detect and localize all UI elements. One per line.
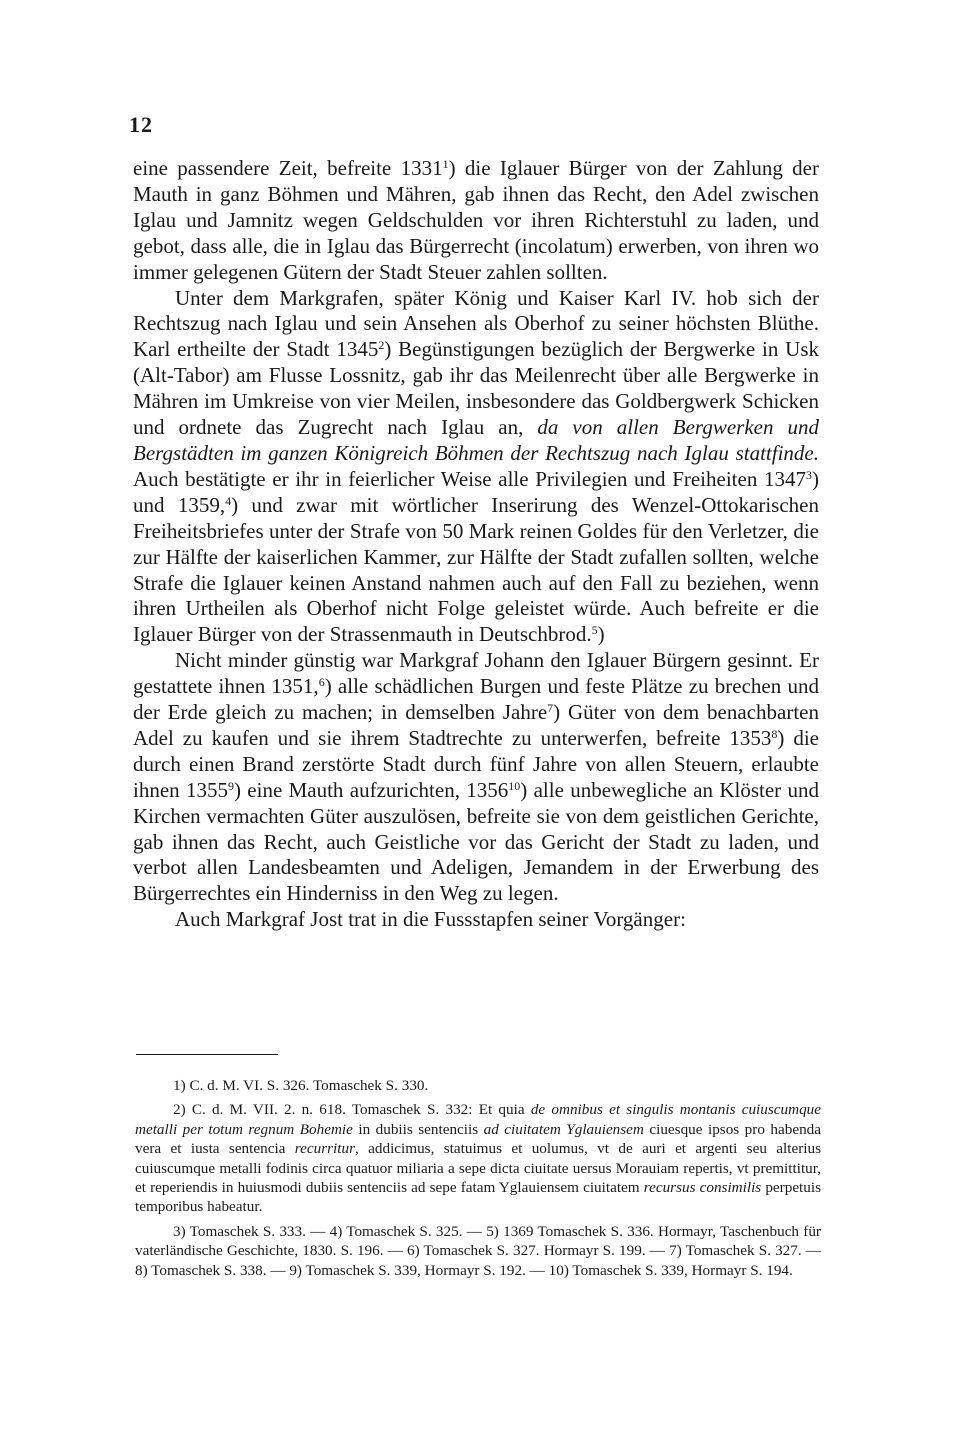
footnote-marker: 4 [225, 493, 232, 508]
page-number: 12 [129, 112, 153, 137]
paragraph [133, 907, 819, 933]
footnote-marker: 1 [442, 157, 449, 171]
italic-text: de omnibus et singulis montanis cuiuscumque metalli per totum regnum Bohemie [135, 1101, 822, 1138]
paragraph [133, 286, 819, 649]
main-text [133, 156, 819, 933]
footnote-separator [136, 1054, 278, 1055]
text-run: in dubiis sentenciis [352, 1120, 484, 1138]
text-run: Auch bestätigte er ihr in feierlicher Weise alle Privilegien und Freiheiten 1347 [133, 466, 806, 491]
footnote-marker: 8 [771, 726, 778, 741]
text-run: , addicimus, statuimus et uolumus, vt de auri et argenti seu alterius cuiuscumque metalli fodinis circa quatuor miliaria a sepe dicta ciuitate uersus Morauiam repertis, vt premittitur, et reperiendis in huiusmodi dubiis sentenciis ad sepe fatam Yglauiensem ciuitatem [135, 1140, 821, 1197]
footnote-marker: 7 [547, 701, 554, 716]
footnote-marker: 10 [508, 778, 521, 793]
text-run: ) Begünstigungen bezüglich der Bergwerke in Usk (Alt-Tabor) am Flusse Lossnitz, gab ihr das Meilenrecht über alle Bergwerke in Mähren im Umkreise von vier Meilen, insbesondere das Goldbergwerk Schicken und ordnete das Zugrecht nach Iglau an, [133, 337, 820, 440]
text-run: ) die durch einen Brand zerstörte Stadt durch fünf Jahre von allen Steuern, erlaubte ihnen 1355 [133, 725, 819, 802]
footnote-marker: 6 [318, 675, 325, 690]
text-run: 1) C. d. M. VI. S. 326. Tomaschek S. 330. [173, 1077, 429, 1094]
italic-text: recurritur [294, 1140, 355, 1158]
text-run: ) [597, 622, 605, 647]
footnote [135, 1100, 821, 1216]
text-run: perpetuis temporibus habeatur. [135, 1179, 821, 1216]
paragraph [133, 156, 819, 286]
footnotes [135, 1076, 821, 1285]
italic-text: recursus consimilis [643, 1179, 762, 1197]
text-run: ) Güter von dem benachbarten Adel zu kaufen und sie ihrem Stadtrechte zu unterwerfen, befreite 1353 [133, 700, 819, 750]
text-run: ) die Iglauer Bürger von der Zahlung der Mauth in ganz Böhmen und Mähren, gab ihnen das Recht, den Adel zwischen Iglau und Jamnitz wegen Geldschulden vor ihren Richterstuhl zu laden, und gebot, dass alle, die in Iglau das Bürgerrecht (incolatum) erwerben, von ihren wo immer gelegenen Gütern der Stadt Steuer zahlen sollten. [133, 156, 819, 284]
text-run: eine passendere Zeit, befreite 1331 [133, 156, 443, 180]
footnote-marker: 9 [227, 778, 234, 793]
text-run: ) alle schädlichen Burgen und feste Plätze zu brechen und der Erde gleich zu machen; in demselben Jahre [133, 674, 819, 725]
footnote [135, 1222, 821, 1280]
footnote-marker: 5 [591, 623, 598, 638]
footnote [135, 1076, 821, 1095]
footnote-marker: 2 [378, 338, 385, 353]
text-run: 3) Tomaschek S. 333. — 4) Tomaschek S. 325. — 5) 1369 Tomaschek S. 336. Hormayr, Taschenbuch für vaterländische Geschichte, 1830. S. 196. — 6) Tomaschek S. 327. Hormayr S. 199. — 7) Tomaschek S. 327. — 8) Tomaschek S. 338. — 9) Tomaschek S. 339, Hormayr S. 192. — 10) Tomaschek S. 339, Hormayr S. 194. [135, 1222, 821, 1279]
text-run: ciuesque ipsos pro habenda vera et iusta sentencia [135, 1120, 821, 1158]
text-run: ) eine Mauth aufzurichten, 1356 [233, 777, 509, 802]
footnote-marker: 3 [806, 467, 812, 482]
text-run: Auch Markgraf Jost trat in die Fussstapfen seiner Vorgänger: [175, 907, 686, 932]
text-run: ) und zwar mit wörtlicher Inserirung des Wenzel-Ottokarischen Freiheitsbriefes unter der Strafe von 50 Mark reinen Goldes für den Verletzer, die zur Hälfte der kaiserlichen Kammer, zur Hälfte der Stadt zufallen sollten, welche Strafe die Iglauer keinen Anstand nahmen auch auf den Fall zu beziehen, wenn ihren Urtheilen als Oberhof nicht Folge geleistet würde. Auch befreite er die Iglauer Bürger von der Strassenmauth in Deutschbrod. [133, 492, 819, 647]
text-run: ) alle unbewegliche an Klöster und Kirchen vermachten Güter auszulösen, befreite sie von dem geistlichen Gerichte, gab ihnen das Recht, auch Geistliche vor das Gericht der Stadt zu laden, und verbot allen Landesbeamten und Adeligen, Jemandem in der Erwerbung des Bürgerrechtes ein Hinderniss in den Weg zu legen. [133, 777, 819, 906]
text-run: Nicht minder günstig war Markgraf Johann den Iglauer Bürgern gesinnt. Er gestattete ihnen 1351, [133, 648, 819, 699]
text-run: 2) C. d. M. VII. 2. n. 618. Tomaschek S. 332: Et quia [173, 1101, 531, 1119]
italic-text: da von allen Bergwerken und Bergstädten im ganzen Königreich Böhmen der Rechtszug nach Iglau stattfinde. [133, 415, 819, 465]
paragraph [133, 648, 819, 907]
italic-text: ad ciuitatem Yglauiensem [483, 1120, 644, 1138]
text-run: Unter dem Markgrafen, später König und Kaiser Karl IV. hob sich der Rechtszug nach Iglau und sein Ansehen als Oberhof zu seiner höchsten Blüthe. Karl ertheilte der Stadt 1345 [133, 285, 819, 362]
text-run: ) und 1359, [133, 466, 819, 517]
